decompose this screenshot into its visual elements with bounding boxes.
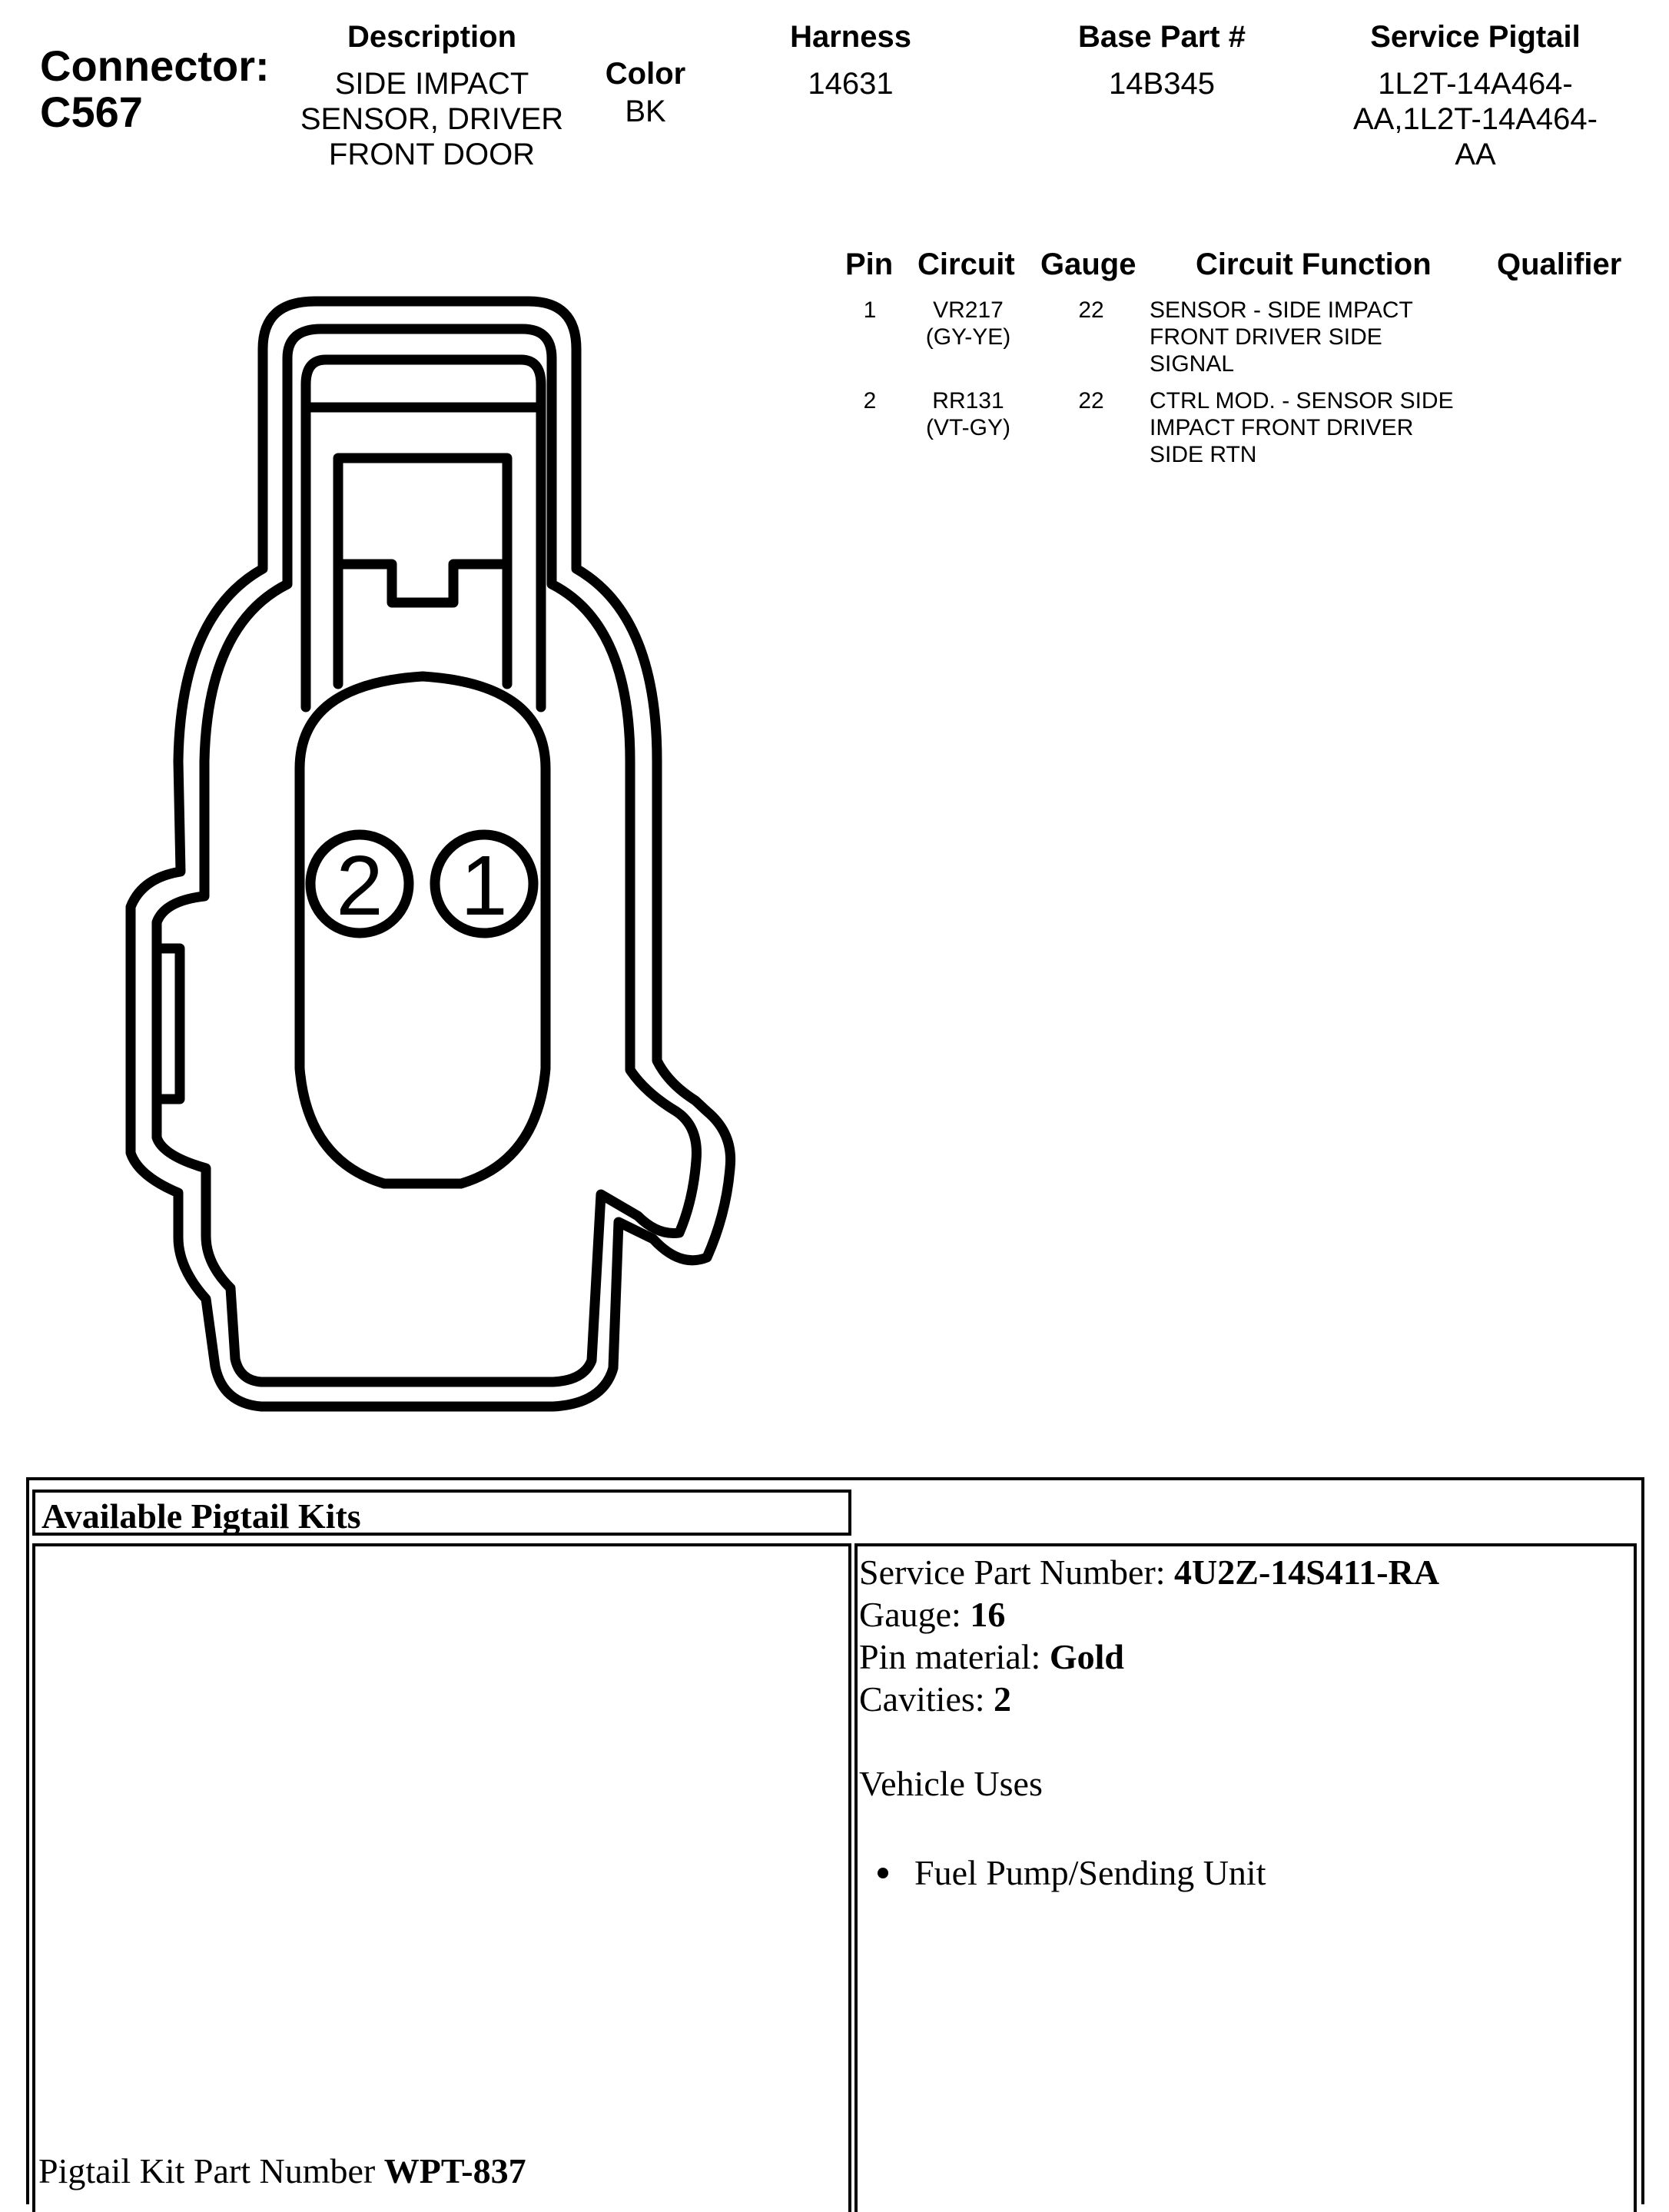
service-pigtail-value: 1L2T-14A464- AA,1L2T-14A464- AA	[1353, 67, 1598, 171]
gauge-cell: 22	[1078, 297, 1104, 323]
description-column	[278, 18, 586, 172]
circuit-cell: VR217 (GY-YE)	[925, 297, 1011, 350]
pin-material-label: Pin material:	[859, 1637, 1050, 1676]
pigtail-title-cell	[32, 1490, 851, 1536]
pin-header: Pin	[845, 247, 894, 281]
cavities-label: Cavities:	[859, 1679, 994, 1719]
pin-cell: 2	[863, 388, 877, 414]
color-label: Color	[605, 57, 686, 91]
pin-2-label: 2	[336, 839, 383, 933]
cavities-value: 2	[994, 1679, 1012, 1719]
connector-id: C567	[40, 88, 143, 136]
gauge-cell: 22	[1078, 388, 1104, 414]
pigtail-kit-part-number	[38, 2151, 526, 2191]
service-part-value: 4U2Z-14S411-RA	[1174, 1553, 1440, 1592]
bullet-icon	[878, 1868, 888, 1878]
gauge-header: Gauge	[1040, 247, 1136, 281]
vehicle-uses-label: Vehicle Uses	[859, 1764, 1043, 1803]
harness-value: 14631	[808, 67, 894, 101]
circuit-cell: RR131 (VT-GY)	[926, 388, 1010, 440]
base-part-value: 14B345	[1109, 67, 1215, 101]
connector-face-diagram	[92, 277, 784, 1414]
kit-part-label: Pigtail Kit Part Number	[38, 2151, 384, 2190]
color-value: BK	[625, 95, 666, 128]
connector-label: Connector:	[40, 42, 270, 90]
pigtail-image-cell	[32, 1543, 851, 2212]
latch-tab	[338, 458, 507, 684]
description-label: Description	[347, 20, 517, 54]
gauge-row	[859, 1593, 1439, 1636]
circuit-function-cell: SENSOR - SIDE IMPACT FRONT DRIVER SIDE SIGNAL	[1150, 297, 1413, 377]
gauge-label: Gauge:	[859, 1595, 971, 1634]
qualifier-header: Qualifier	[1497, 247, 1622, 281]
color-column	[569, 55, 722, 129]
pin-material-row	[859, 1636, 1439, 1678]
pin-cell: 1	[863, 297, 877, 323]
description-value: SIDE IMPACT SENSOR, DRIVER FRONT DOOR	[300, 67, 564, 171]
harness-label: Harness	[790, 20, 911, 54]
base-part-label: Base Part #	[1078, 20, 1246, 54]
circuit-function-header: Circuit Function	[1196, 247, 1432, 281]
service-pigtail-label: Service Pigtail	[1370, 20, 1581, 54]
connector-title	[40, 43, 270, 135]
pigtail-info	[859, 1551, 1439, 1805]
vehicle-use-text: Fuel Pump/Sending Unit	[914, 1853, 1266, 1892]
service-part-row	[859, 1551, 1439, 1593]
connector-outer-outline	[131, 301, 731, 1407]
circuit-function-cell: CTRL MOD. - SENSOR SIDE IMPACT FRONT DRIVER SIDE RTN	[1150, 388, 1454, 467]
service-part-label: Service Part Number:	[859, 1553, 1175, 1592]
pin-material-value: Gold	[1049, 1637, 1124, 1676]
service-pigtail-column	[1299, 18, 1652, 172]
kit-part-value: WPT-837	[383, 2151, 526, 2190]
cavities-row	[859, 1678, 1439, 1720]
harness-column	[747, 18, 954, 101]
pigtail-title: Available Pigtail Kits	[41, 1496, 361, 1536]
latch-notch	[338, 564, 507, 603]
base-part-column	[1047, 18, 1277, 101]
pin-1-label: 1	[460, 839, 508, 933]
vehicle-use-item	[914, 1852, 1266, 1893]
circuit-header: Circuit	[917, 247, 1015, 281]
gauge-value: 16	[970, 1595, 1006, 1634]
